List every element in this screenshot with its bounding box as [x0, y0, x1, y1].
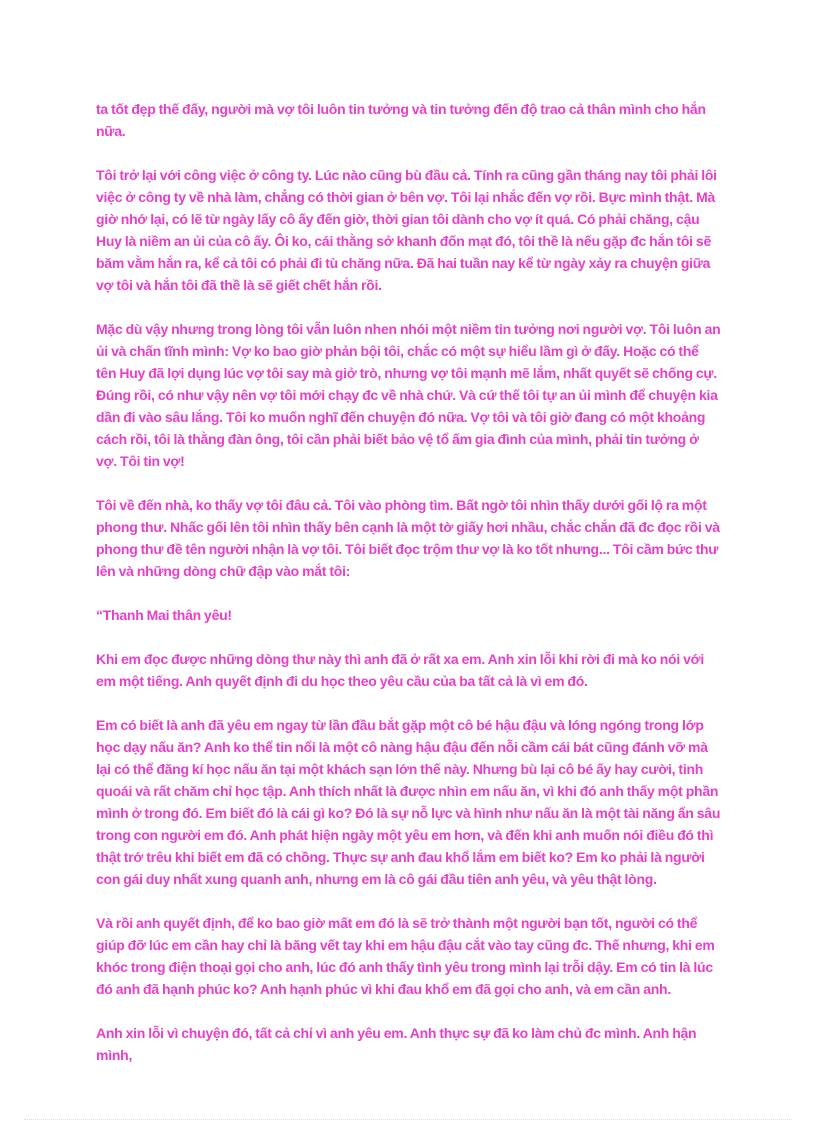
paragraph: Tôi về đến nhà, ko thấy vợ tôi đâu cả. Tôi vào phòng tìm. Bất ngờ tôi nhìn thấy dưới gối lộ ra một phong thư. Nhấc gối lên tôi nhìn thấy bên cạnh là một tờ giấy hơi nhầu, chắc chắn đã đc đọc rồi và phong thư đề tên người nhận là vợ tôi. Tôi biết đọc trộm thư vợ là ko tốt nhưng... Tôi cầm bức thư lên và những dòng chữ đập vào mắt tôi:	[96, 497, 720, 579]
letter-salutation: “Thanh Mai thân yêu!	[96, 607, 232, 623]
paragraph: Em có biết là anh đã yêu em ngay từ lần đầu bắt gặp một cô bé hậu đậu và lóng ngóng trong lớp học dạy nấu ăn? Anh ko thể tin nổi là một cô nàng hậu đậu đến nỗi cầm cái bát cũng đánh vỡ mà lại có thể đăng kí học nấu ăn tại một khách sạn lớn thế này. Nhưng bù lại cô bé ấy hay cười, tinh quoái và rất chăm chỉ học tập. Anh thích nhất là được nhìn em nấu ăn, vì khi đó anh thấy một phần mình ở trong đó. Em biết đó là cái gì ko? Đó là sự nỗ lực và hình như nấu ăn là một tài năng ẩn sâu trong con người em đó. Anh phát hiện ngày một yêu em hơn, và đến khi anh muốn nói điều đó thì thật trớ trêu khi biết em đã có chồng. Thực sự anh đau khổ lắm em biết ko? Em ko phải là người con gái duy nhất xung quanh anh, nhưng em là cô gái đầu tiên anh yêu, và yêu thật lòng.	[96, 717, 721, 887]
paragraph: Tôi trở lại với công việc ở công ty. Lúc nào cũng bù đầu cả. Tính ra cũng gần tháng nay tôi phải lôi việc ở công ty về nhà làm, chẳng có thời gian ở bên vợ. Tôi lại nhắc đến vợ rồi. Bực mình thật. Mà giờ nhớ lại, có lẽ từ ngày lấy cô ấy đến giờ, thời gian tôi dành cho vợ ít quá. Có phải chăng, cậu Huy là niềm an ủi của cô ấy. Ôi ko, cái thằng sở khanh đốn mạt đó, tôi thề là nếu gặp đc hắn tôi sẽ băm vằm hắn ra, kể cả tôi có phải đi tù chăng nữa. Đã hai tuần nay kể từ ngày xảy ra chuyện giữa vợ tôi và hắn tôi đã thề là sẽ giết chết hắn rồi.	[96, 167, 717, 293]
paragraph: Mặc dù vậy nhưng trong lòng tôi vẫn luôn nhen nhói một niềm tin tưởng nơi người vợ. Tôi luôn an ủi và chấn tĩnh mình: Vợ ko bao giờ phản bội tôi, chắc có một sự hiểu lầm gì ở đấy. Hoặc có thể tên Huy đã lợi dụng lúc vợ tôi say mà giở trò, nhưng vợ tôi mạnh mẽ lắm, nhất quyết sẽ chống cự. Đúng rồi, có như vậy nên vợ tôi mới chạy đc về nhà chứ. Và cứ thế tôi tự an ủi mình để chuyện kia dần đi vào sâu lắng. Tôi ko muốn nghĩ đến chuyện đó nữa. Vợ tôi và tôi giờ đang có một khoảng cách rồi, tôi là thằng đàn ông, tôi cần phải biết bảo vệ tổ ấm gia đình của mình, phải tin tưởng ở vợ. Tôi tin vợ!	[96, 321, 721, 469]
paragraph: ta tốt đẹp thế đấy, người mà vợ tôi luôn tin tưởng và tin tưởng đến độ trao cả thân mình cho hắn nữa.	[96, 101, 706, 139]
page-bottom-rule	[24, 1119, 792, 1120]
paragraph: Và rồi anh quyết định, để ko bao giờ mất em đó là sẽ trở thành một người bạn tốt, người có thể giúp đỡ lúc em cần hay chỉ là băng vết tay khi em hậu đậu cắt vào tay cũng đc. Thế nhưng, khi em khóc trong điện thoại gọi cho anh, lúc đó anh thấy tình yêu trong mình lại trỗi dậy. Em có tin là lúc đó anh đã hạnh phúc ko? Anh hạnh phúc vì khi đau khổ em đã gọi cho anh, và em cần anh.	[96, 915, 715, 997]
paragraph: Anh xin lỗi vì chuyện đó, tất cả chỉ vì anh yêu em. Anh thực sự đã ko làm chủ đc mình. Anh hận mình,	[96, 1025, 697, 1063]
paragraph: Khi em đọc được những dòng thư này thì anh đã ở rất xa em. Anh xin lỗi khi rời đi mà ko nói với em một tiếng. Anh quyết định đi du học theo yêu cầu của ba tất cả là vì em đó.	[96, 651, 705, 689]
document-page	[96, 98, 722, 1088]
